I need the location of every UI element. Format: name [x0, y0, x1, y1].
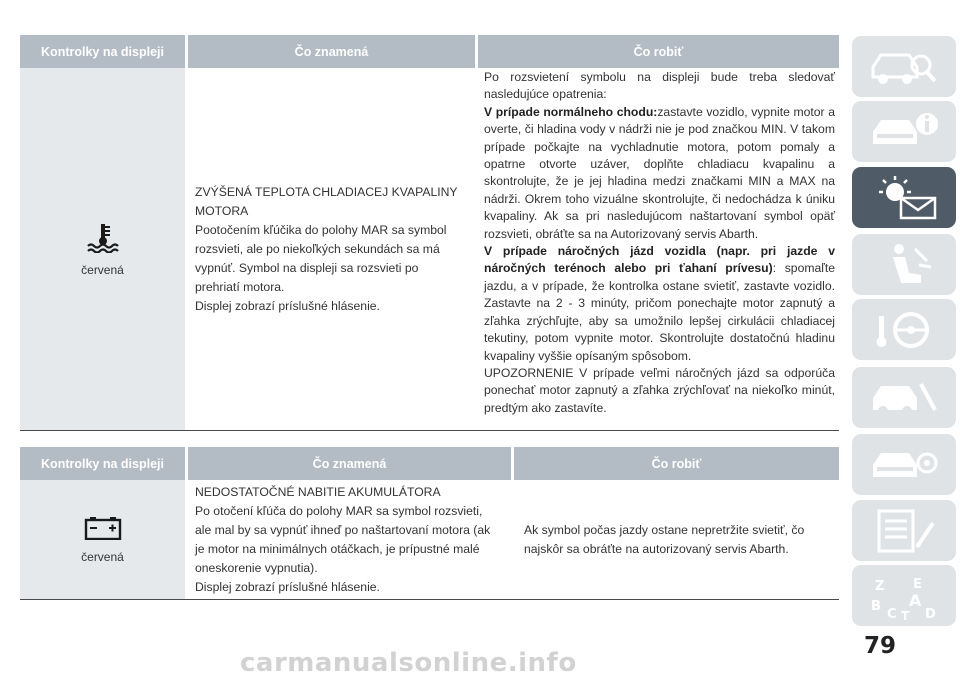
meaning-line: NEDOSTATOČNÉ NABITIE AKUMULÁTORA	[195, 484, 441, 499]
table-row	[20, 480, 839, 600]
indicator-cell	[20, 68, 185, 430]
car-service-icon	[865, 441, 943, 489]
meaning-line: prehriatí motora.	[195, 279, 285, 294]
tab-safety[interactable]	[852, 234, 956, 295]
meaning-cell	[185, 480, 514, 599]
action-normal	[484, 104, 835, 243]
car-wrench-icon	[865, 374, 943, 422]
indicator-cell	[20, 480, 185, 599]
action-normal-title: V prípade normálneho chodu:	[484, 104, 658, 119]
svg-text:B: B	[871, 598, 881, 614]
tab-index[interactable]	[852, 565, 956, 626]
meaning-cell	[185, 68, 478, 430]
svg-text:D: D	[925, 606, 936, 620]
alphabetical-index-icon	[865, 572, 943, 620]
header-indicators: Kontrolky na displeji	[20, 447, 185, 480]
header-action: Čo robiť	[478, 35, 839, 68]
color-label: červená	[81, 263, 124, 277]
meaning-line: MOTORA	[195, 203, 249, 218]
watermark: carmanualsonline.info	[240, 648, 577, 678]
battery-warning-table	[20, 447, 839, 600]
action-heavy-title: V prípade náročných jázd vozidla (napr. pri jazde v náročných terénoch alebo pri ťahaní prívesu)	[484, 244, 835, 276]
coolant-warning-table	[20, 35, 839, 431]
header-indicators: Kontrolky na displeji	[20, 35, 185, 68]
table-row	[20, 68, 839, 431]
action-normal-text: zastavte vozidlo, vypnite motor a overte, či hladina vody v nádrži nie je pod značkou MIN. V takom prípade počkajte na vychladnutie motora, potom pomaly a opatrne otvorte uzáver, doplňte chladiacu kvapalinu a skontrolujte, že je jej hladina medzi značkami MIN a MAX na nádrži. Okrem toho vizuálne skontrolujte, či nedochádza k úniku kvapaliny. Ak sa pri nasledujúcom naštartovaní symbol opäť rozsvieti, obráťte sa na Autorizovaný servis Abarth.	[484, 104, 835, 241]
header-meaning: Čo znamená	[188, 35, 475, 68]
color-label: červená	[81, 549, 124, 564]
tab-maintenance[interactable]	[852, 434, 956, 495]
tab-emergency[interactable]	[852, 367, 956, 428]
svg-text:A: A	[909, 590, 922, 610]
action-cell	[514, 480, 839, 599]
battery-icon	[84, 516, 122, 540]
car-search-icon	[865, 43, 943, 91]
action-line: Ak symbol počas jazdy ostane nepretržite svietiť, čo	[524, 522, 805, 537]
table-header	[20, 447, 839, 480]
svg-text:E: E	[913, 576, 922, 592]
seat-airbag-icon	[865, 241, 943, 289]
meaning-line: Displej zobrazí príslušné hlásenie.	[195, 579, 380, 594]
meaning-line: ZVÝŠENÁ TEPLOTA CHLADIACEJ KVAPALINY	[195, 184, 458, 199]
meaning-line: Pootočením kľúčika do polohy MAR sa symbol	[195, 222, 447, 237]
header-meaning: Čo znamená	[188, 447, 511, 480]
warning-light-message-icon	[865, 174, 943, 222]
action-cell	[478, 68, 839, 430]
action-heavy-text: : spomaľte jazdu, a v prípade, že kontrolka ostane svietiť, zastavte vozidlo. Zastavte na 2 - 3 minúty, pričom ponechajte motor zapnutý a zľahka zrýchľujte, aby sa umožnilo lepšej cirkulácii chladiacej tekutiny, potom vypnite motor. Skontrolujte dostatočnú hladinu kvapaliny vyššie opísaným spôsobom.	[484, 261, 835, 363]
specifications-list-icon	[865, 507, 943, 555]
tab-warning-lights[interactable]	[852, 167, 956, 228]
svg-text:Z: Z	[875, 578, 885, 594]
meaning-line: ale mal by sa vypnúť ihneď po naštartovaní motora (ak	[195, 522, 491, 537]
table-header	[20, 35, 839, 68]
meaning-line: je motor na minimálnych otáčkach, je prípustné malé	[195, 541, 480, 556]
meaning-line: Po otočení kľúča do polohy MAR sa symbol rozsvieti,	[195, 503, 483, 518]
tab-car-search[interactable]	[852, 36, 956, 97]
svg-text:T: T	[901, 608, 910, 620]
action-line: najskôr sa obráťte na autorizovaný servis Abarth.	[524, 541, 789, 556]
coolant-temperature-icon	[85, 221, 121, 253]
action-warning: UPOZORNENIE V prípade veľmi náročných jázd sa odporúča ponechať motor zapnutý a zľahka zrýchľovať na niekoľko minút, predtým ako zastavíte.	[484, 365, 835, 415]
meaning-line: rozsvieti, ale po niekoľkých sekundách sa má	[195, 241, 440, 256]
meaning-line: Displej zobrazí príslušné hlásenie.	[195, 298, 380, 313]
action-heavy	[484, 243, 835, 365]
tab-car-info[interactable]	[852, 101, 956, 162]
header-action: Čo robiť	[514, 447, 839, 480]
tab-technical-data[interactable]	[852, 500, 956, 561]
page-number: 79	[863, 633, 896, 659]
meaning-line: oneskorenie vypnutia).	[195, 560, 318, 575]
car-info-icon	[865, 108, 943, 156]
steering-wheel-key-icon	[865, 306, 943, 354]
tab-starting-driving[interactable]	[852, 299, 956, 360]
action-intro: Po rozsvietení symbolu na displeji bude treba sledovať nasledujúce opatrenia:	[484, 70, 835, 102]
meaning-line: vypnúť. Symbol na displeji sa rozsvieti po	[195, 260, 419, 275]
svg-text:C: C	[887, 606, 897, 620]
